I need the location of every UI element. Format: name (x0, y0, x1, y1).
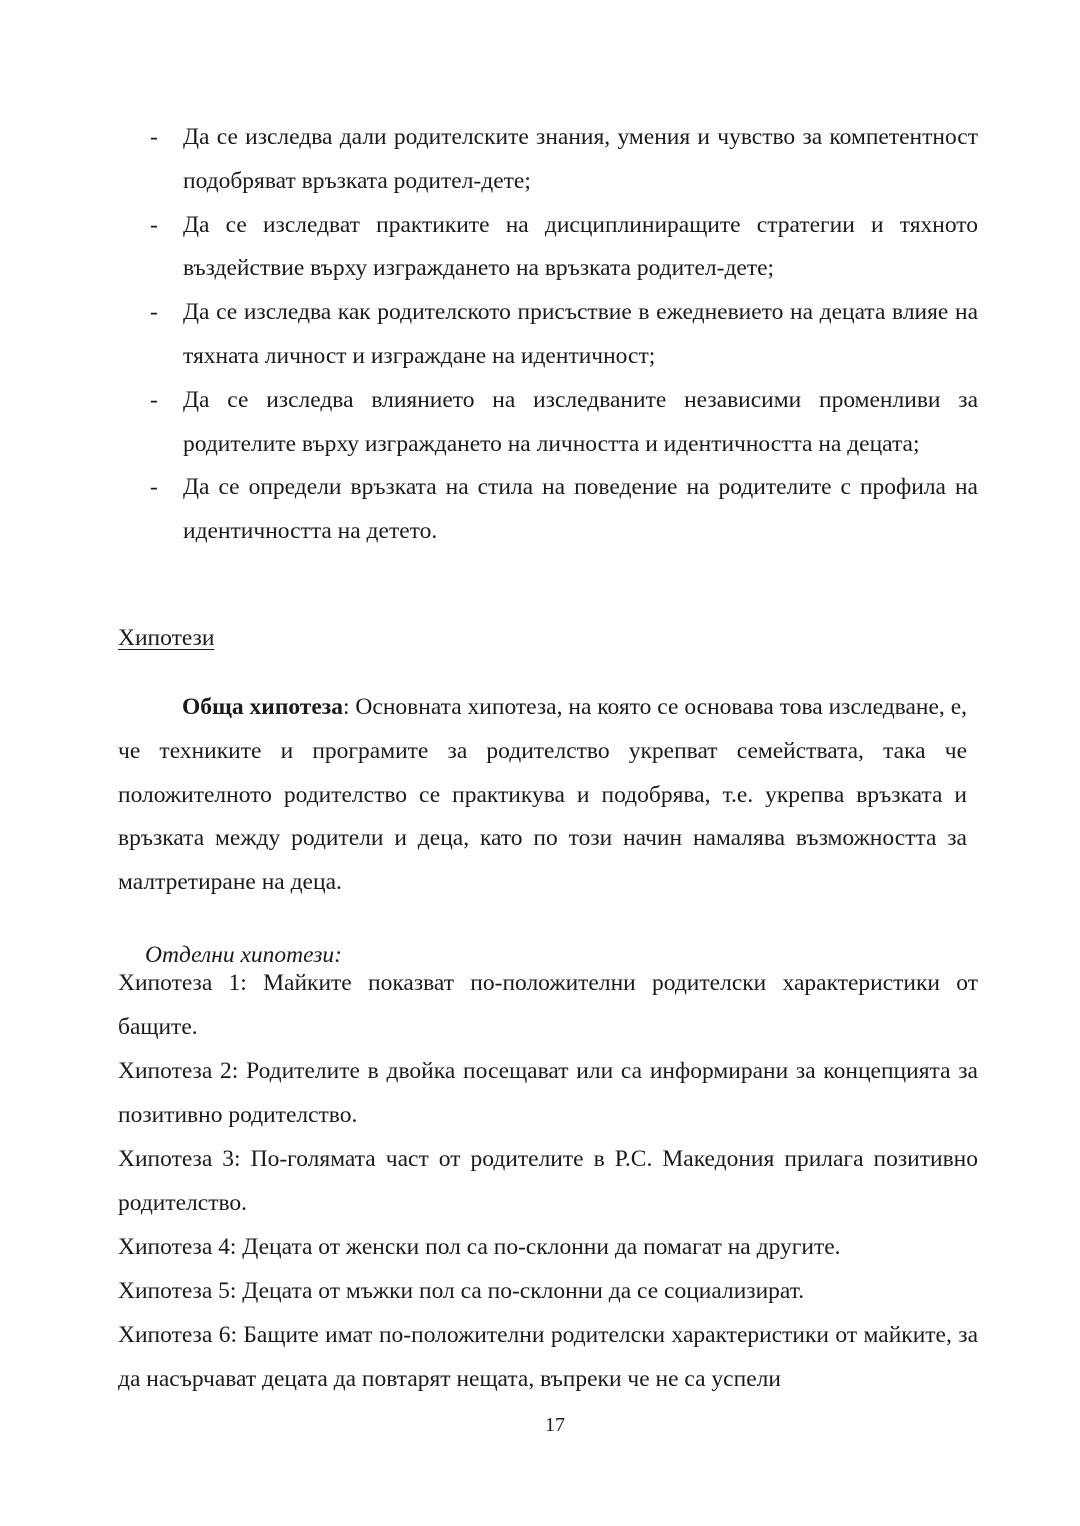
hypothesis-3: Хипотеза 3: По-голямата част от родителите в Р.С. Македония прилага позитивно родителство. (118, 1146, 978, 1216)
general-hypothesis-separator: : (342, 694, 350, 720)
objective-text: Да се изследва дали родителските знания, умения и чувство за компетентност подобряват връзката родител-дете; (183, 124, 978, 194)
objective-text: Да се изследва как родителското присъствие в ежедневието на децата влияе на тяхната личност и изграждане на идентичност; (183, 299, 978, 369)
bullet-dash: - (150, 211, 158, 238)
page-number: 17 (545, 1414, 565, 1436)
objectives-list (150, 116, 978, 554)
hypothesis-1: Хипотеза 1: Майките показват по-положителни родителски характеристики от бащите. (118, 970, 978, 1040)
objective-text: Да се определи връзката на стила на поведение на родителите с профила на идентичността на детето. (183, 474, 978, 545)
objective-item (150, 116, 978, 204)
bullet-dash: - (150, 474, 158, 501)
objective-item (150, 466, 978, 554)
bullet-dash: - (150, 299, 158, 326)
hypothesis-2: Хипотеза 2: Родителите в двойка посещават или са информирани за концепцията за позитивно родителство. (118, 1058, 978, 1128)
hypothesis-5: Хипотеза 5: Децата от мъжки пол са по-склонни да се социализират. (118, 1278, 805, 1304)
general-hypothesis-paragraph (118, 686, 967, 905)
objective-item (150, 291, 978, 379)
objective-text: Да се изследват практиките на дисциплиниращите стратегии и тяхното въздействие върху изграждането на връзката родител-дете; (183, 211, 978, 282)
bullet-dash: - (150, 124, 158, 150)
objective-text: Да се изследва влиянието на изследваните независими променливи за родителите върху изграждането на личността и идентичността на децата; (183, 386, 978, 457)
objective-item (150, 379, 978, 467)
general-hypothesis-label: Обща хипотеза (182, 694, 343, 720)
hypothesis-6: Хипотеза 6: Бащите имат по-положителни родителски характеристики от майките, за да насърчават децата да повтарят нещата, въпреки че не са успели (118, 1322, 978, 1392)
general-hypothesis-text: Основната хипотеза, на която се основава това изследване, е, че техниките и програмите за родителство укрепват семействата, така че положителното родителство се практикува и подобрява, т.е. укрепва връзката и връзката между родители и деца, като по този начин намалява възможността за малтретиране на деца. (118, 694, 968, 896)
hypothesis-4: Хипотеза 4: Децата от женски пол са по-склонни да помагат на другите. (118, 1234, 841, 1260)
separate-hypotheses-label: Отделни хипотези: (145, 942, 343, 968)
bullet-dash: - (150, 386, 158, 413)
hypotheses-heading: Хипотези (118, 625, 215, 651)
objective-item (150, 204, 978, 292)
